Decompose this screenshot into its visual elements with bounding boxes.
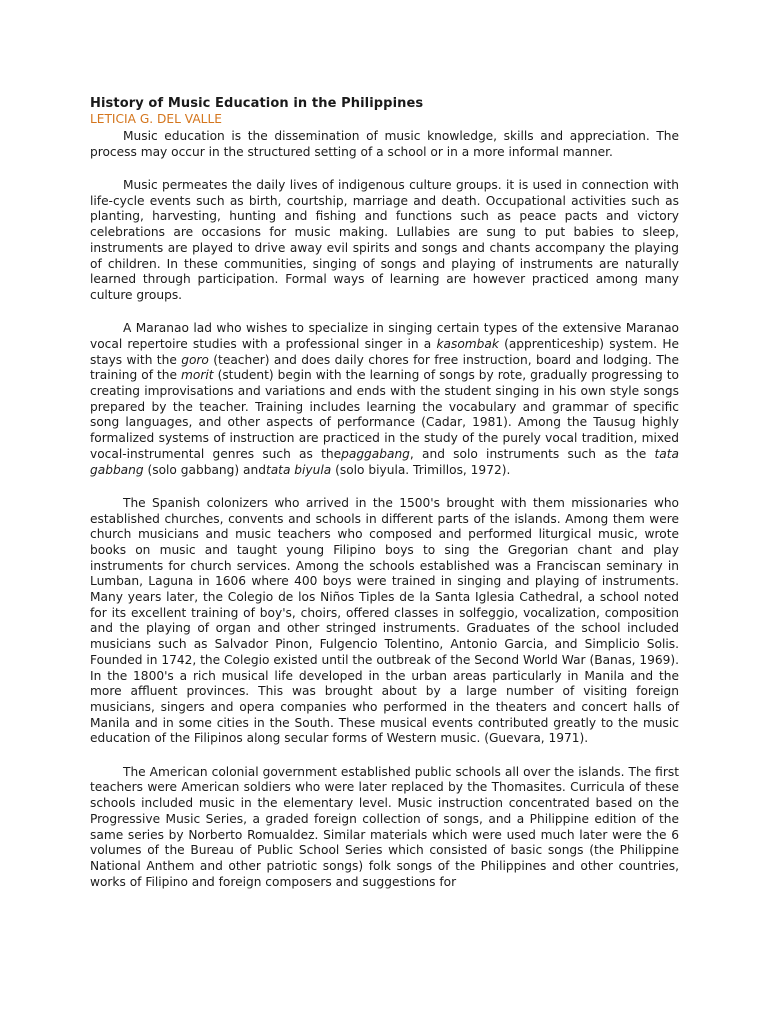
body-paragraph [90, 765, 679, 891]
body-paragraph [90, 496, 679, 747]
italic-term: goro [181, 352, 209, 367]
body-paragraph [90, 178, 679, 304]
body-paragraph [90, 129, 679, 160]
paragraph-text: The Spanish colonizers who arrived in the 1500's brought with them missionaries who established churches, convents and schools in different parts of the islands. Among them were church musicians and music teachers who composed and performed liturgical music, wrote books on music and taught young Filipino boys to sing the Gregorian chant and play instruments for church services. Among the schools established was a Franciscan seminary in Lumban, Laguna in 1606 where 400 boys were trained in singing and playing of instruments. Many years later, the Colegio de los Niños Tiples de la Santa Iglesia Cathedral, a school noted for its excellent training of boy's, choirs, offered classes in solfeggio, vocalization, composition and the playing of organ and other stringed instruments. Graduates of the school included musicians such as Salvador Pinon, Fulgencio Tolentino, Antonio Garcia, and Simplicio Solis. Founded in 1742, the Colegio existed until the outbreak of the Second World War (Banas, 1969). In the 1800's a rich musical life developed in the urban areas particularly in Manila and the more affluent provinces. This was brought about by a large number of visiting foreign musicians, singers and opera companies who performed in the theaters and concert halls of Manila and in some cities in the South. These musical events contributed greatly to the music education of the Filipinos along secular forms of Western music. (Guevara, 1971). [90, 495, 679, 746]
italic-term: morit [181, 368, 214, 383]
document-title: History of Music Education in the Philippines [90, 96, 424, 111]
document-author: LETICIA G. DEL VALLE [90, 112, 222, 126]
italic-term: tata biyula [265, 462, 332, 477]
italic-term: paggabang [341, 446, 410, 461]
italic-term: kasombak [436, 336, 499, 351]
paragraph-text: (solo biyula. Trimillos, 1972). [331, 462, 511, 477]
paragraph-text: Music education is the dissemination of music knowledge, skills and appreciation. The process may occur in the structured setting of a school or in a more informal manner. [90, 129, 679, 159]
paragraph-text: The American colonial government established public schools all over the islands. The first teachers were American soldiers who were later replaced by the Thomasites. Curricula of these schools included music in the elementary level. Music instruction concentrated based on the Progressive Music Series, a graded foreign collection of songs, and a Philippine edition of the same series by Norberto Romualdez. Similar materials which were used much later were the 6 volumes of the Bureau of Public School Series which consisted of basic songs (the Philippine National Anthem and other patriotic songs) folk songs of the Philippines and other countries, works of Filipino and foreign composers and suggestions for [90, 764, 679, 889]
paragraph-text: (student) begin with the learning of songs by rote, gradually progressing to creating improvisations and variations and ends with the student singing in his own style songs prepared by the teacher. Training includes learning the vocabulary and grammar of specific song languages, and other aspects of performance (Cadar, 1981). Among the Tausug highly formalized systems of instruction are practiced in the study of the purely vocal tradition, mixed vocal-instrumental genres such as the [90, 368, 680, 461]
paragraph-text: (solo gabbang) and [143, 462, 266, 477]
paragraph-text: , and solo instruments such as the [409, 446, 655, 461]
paragraph-text: (apprenticeship) system. He stays with the [90, 336, 680, 367]
paragraph-text: (teacher) and does daily chores for free instruction, board and lodging. The training of the [90, 352, 679, 383]
italic-term: tata gabbang [90, 446, 679, 477]
paragraph-text: A Maranao lad who wishes to specialize in singing certain types of the extensive Maranao vocal repertoire studies with a professional singer in a [90, 321, 679, 351]
document-body [90, 129, 679, 890]
paragraph-text: Music permeates the daily lives of indigenous culture groups. it is used in connection with life-cycle events such as birth, courtship, marriage and death. Occupational activities such as planting, harvesting, hunting and fishing and functions such as peace pacts and victory celebrations are occasions for music making. Lullabies are sung to put babies to sleep, instruments are played to drive away evil spirits and songs and chants accompany the playing of children. In these communities, singing of songs and playing of instruments are naturally learned through participation. Formal ways of learning are however practiced among many culture groups. [90, 178, 679, 302]
body-paragraph [90, 321, 679, 478]
